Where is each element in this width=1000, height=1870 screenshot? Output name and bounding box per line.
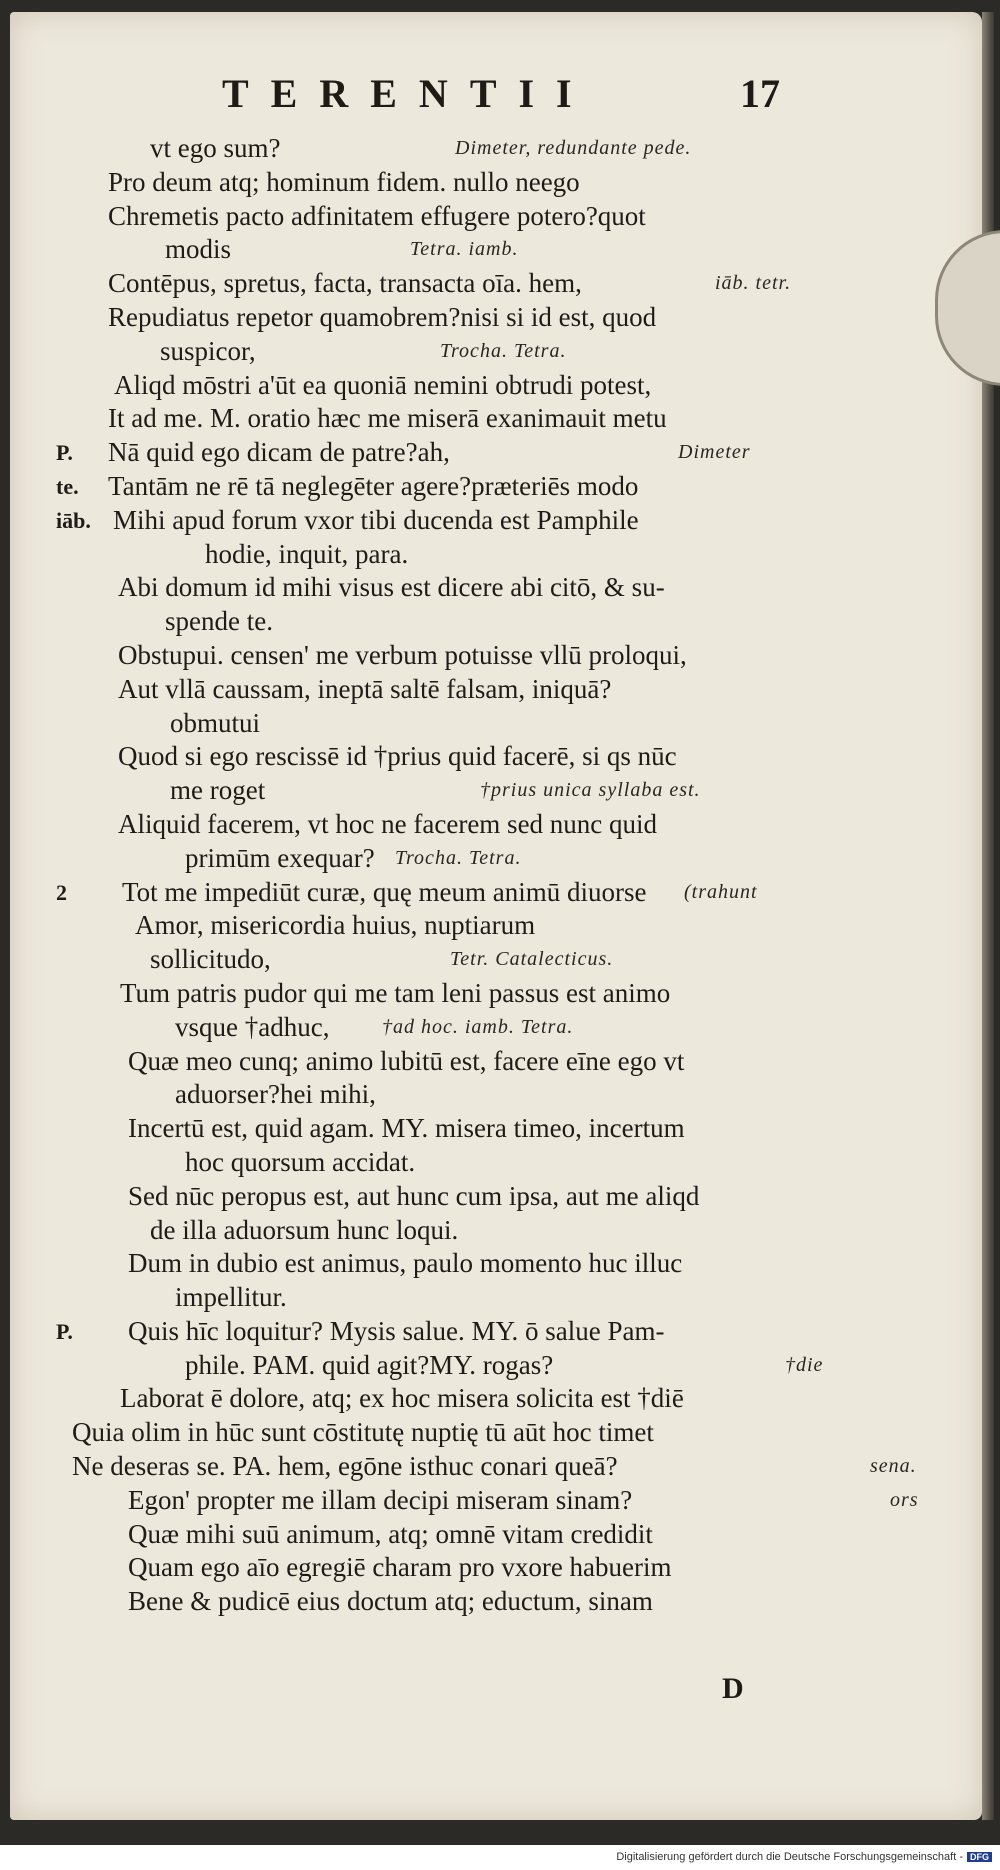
signature-mark: D [722, 1672, 744, 1705]
meter-note: (trahunt [684, 880, 758, 903]
meter-note: †die [785, 1353, 824, 1376]
text-line [10, 977, 982, 1011]
verse-text: Quam ego aīo egregiē charam pro vxore habuerim [128, 1552, 672, 1583]
verse-text: Aut vllā caussam, ineptā saltē falsam, iniquā? [118, 673, 612, 704]
verse-text: vsque †adhuc, [175, 1011, 330, 1042]
meter-note: Dimeter [678, 441, 751, 464]
dfg-logo: DFG [967, 1852, 992, 1862]
verse-text: Quæ meo cunq; animo lubitū est, facere eīne ego vt [128, 1045, 685, 1076]
meter-note: Tetr. Catalecticus. [450, 948, 614, 971]
text-line [10, 1045, 982, 1079]
meter-note: Trocha. Tetra. [395, 846, 522, 869]
verse-text: primūm exequar? [185, 842, 375, 873]
text-line [10, 1078, 982, 1112]
text-line [10, 233, 982, 267]
margin-note: P. [56, 440, 73, 466]
verse-text: Nā quid ego dicam de patre?ah, [108, 437, 450, 468]
text-line [10, 571, 982, 605]
verse-text: impellitur. [175, 1282, 287, 1313]
verse-text: modis [165, 234, 232, 265]
text-line [10, 740, 982, 774]
verse-text: Quod si ego rescissē id †prius quid facerē, si qs nūc [118, 741, 677, 772]
verse-text: Contēpus, spretus, facta, transacta oīa. hem, [108, 268, 582, 299]
text-line [10, 1146, 982, 1180]
text-line [10, 335, 982, 369]
text-line [10, 1112, 982, 1146]
text-line [10, 1315, 982, 1349]
book-page [10, 12, 982, 1820]
verse-text: Quia olim in hūc sunt cōstitutę nuptię tū aūt hoc timet [72, 1417, 654, 1448]
verse-text: me roget [170, 775, 266, 806]
verse-text: Amor, misericordia huius, nuptiarum [135, 910, 536, 941]
verse-text: vt ego sum? [150, 133, 281, 163]
margin-note: te. [56, 473, 79, 499]
text-line [10, 876, 982, 910]
text-line [10, 1011, 982, 1045]
verse-text: Dum in dubio est animus, paulo momento huc illuc [128, 1248, 683, 1279]
verse-text: Sed nūc peropus est, aut hunc cum ipsa, aut me aliqd [128, 1180, 700, 1211]
page-number: 17 [740, 71, 780, 116]
verse-text: de illa aduorsum hunc loqui. [150, 1214, 459, 1245]
text-line [10, 1551, 982, 1585]
footer [616, 1851, 992, 1863]
text-line [10, 1484, 982, 1518]
verse-text: Incertū est, quid agam. MY. misera timeo, incertum [128, 1113, 685, 1144]
text-line [10, 808, 982, 842]
text-line [10, 639, 982, 673]
text-line [10, 909, 982, 943]
text-line [10, 1180, 982, 1214]
text-line [10, 1450, 982, 1484]
meter-note: Tetra. iamb. [410, 238, 519, 261]
verse-text: Pro deum atq; hominum fidem. nullo neego [108, 166, 580, 197]
footer-credit: Digitalisierung gefördert durch die Deutsche Forschungsgemeinschaft - [616, 1851, 963, 1863]
text-line [10, 673, 982, 707]
verse-text: aduorser?hei mihi, [175, 1079, 376, 1110]
verse-text: obmutui [170, 707, 261, 738]
verse-text: Egon' propter me illam decipi miseram sinam? [128, 1484, 633, 1515]
text-line [10, 301, 982, 335]
text-line [10, 774, 982, 808]
text-line [10, 200, 982, 234]
running-title: TERENTII [222, 71, 594, 116]
margin-note: 2 [56, 879, 67, 905]
verse-text: Mihi apud forum vxor tibi ducenda est Pamphile [113, 504, 639, 535]
text-line [10, 1518, 982, 1552]
text-line [10, 538, 982, 572]
verse-text: suspicor, [160, 335, 256, 366]
verse-text: Quis hīc loquitur? Mysis salue. MY. ō salue Pam- [128, 1315, 665, 1346]
text-line [10, 1585, 982, 1619]
text-line [10, 504, 982, 538]
verse-text: Chremetis pacto adfinitatem effugere potero?quot [108, 200, 646, 231]
verse-text: Repudiatus repetor quamobrem?nisi si id est, quod [108, 301, 657, 332]
meter-note: sena. [870, 1455, 917, 1478]
verse-text: Obstupui. censen' me verbum potuisse vllū proloqui, [118, 639, 687, 670]
text-line [10, 943, 982, 977]
verse-text: Aliquid facerem, vt hoc ne facerem sed nunc quid [118, 808, 658, 839]
text-line [10, 267, 982, 301]
margin-note: P. [56, 1318, 73, 1344]
verse-text: hodie, inquit, para. [205, 538, 409, 569]
verse-text: Tum patris pudor qui me tam leni passus est animo [120, 977, 671, 1008]
meter-note: iāb. tetr. [715, 272, 792, 295]
text-line [10, 470, 982, 504]
verse-text: Laborat ē dolore, atq; ex hoc misera solicita est †diē [120, 1383, 684, 1414]
verse-text: hoc quorsum accidat. [185, 1146, 416, 1177]
verse-text: spende te. [165, 606, 273, 637]
verse-text: Aliqd mōstri a'ūt ea quoniā nemini obtrudi potest, [114, 369, 652, 400]
meter-note: Trocha. Tetra. [440, 339, 567, 362]
text-line [10, 605, 982, 639]
verse-text: Ne deseras se. PA. hem, egōne isthuc conari queā? [72, 1451, 618, 1482]
margin-note: iāb. [56, 507, 91, 533]
text-line [10, 842, 982, 876]
text-line [10, 369, 982, 403]
text-line [10, 132, 982, 166]
text-line [10, 402, 982, 436]
text-line [10, 1281, 982, 1315]
text-line [10, 1349, 982, 1383]
verse-text: Quæ mihi suū animum, atq; omnē vitam credidit [128, 1518, 653, 1549]
meter-note: †ad hoc. iamb. Tetra. [382, 1015, 574, 1038]
text-line [10, 1247, 982, 1281]
verse-text: sollicitudo, [150, 944, 271, 975]
page-text [10, 132, 982, 1619]
meter-note: †prius unica syllaba est. [480, 779, 701, 802]
text-line [10, 1214, 982, 1248]
text-line [10, 1382, 982, 1416]
verse-text: phile. PAM. quid agit?MY. rogas? [185, 1349, 554, 1380]
text-line [10, 707, 982, 741]
verse-text: Abi domum id mihi visus est dicere abi citō, & su- [118, 572, 665, 603]
text-line [10, 1416, 982, 1450]
verse-text: Bene & pudicē eius doctum atq; eductum, sinam [128, 1586, 653, 1617]
verse-text: Tot me impediūt curæ, quę meum animū diuorse [122, 876, 647, 907]
text-line [10, 436, 982, 470]
verse-text: It ad me. M. oratio hæc me miserā exanimauit metu [108, 403, 667, 434]
meter-note: Dimeter, redundante pede. [455, 137, 692, 159]
page-header [10, 70, 982, 130]
text-line [10, 166, 982, 200]
meter-note: ors [890, 1488, 919, 1511]
verse-text: Tantām ne rē tā neglegēter agere?præteriēs modo [108, 470, 639, 501]
